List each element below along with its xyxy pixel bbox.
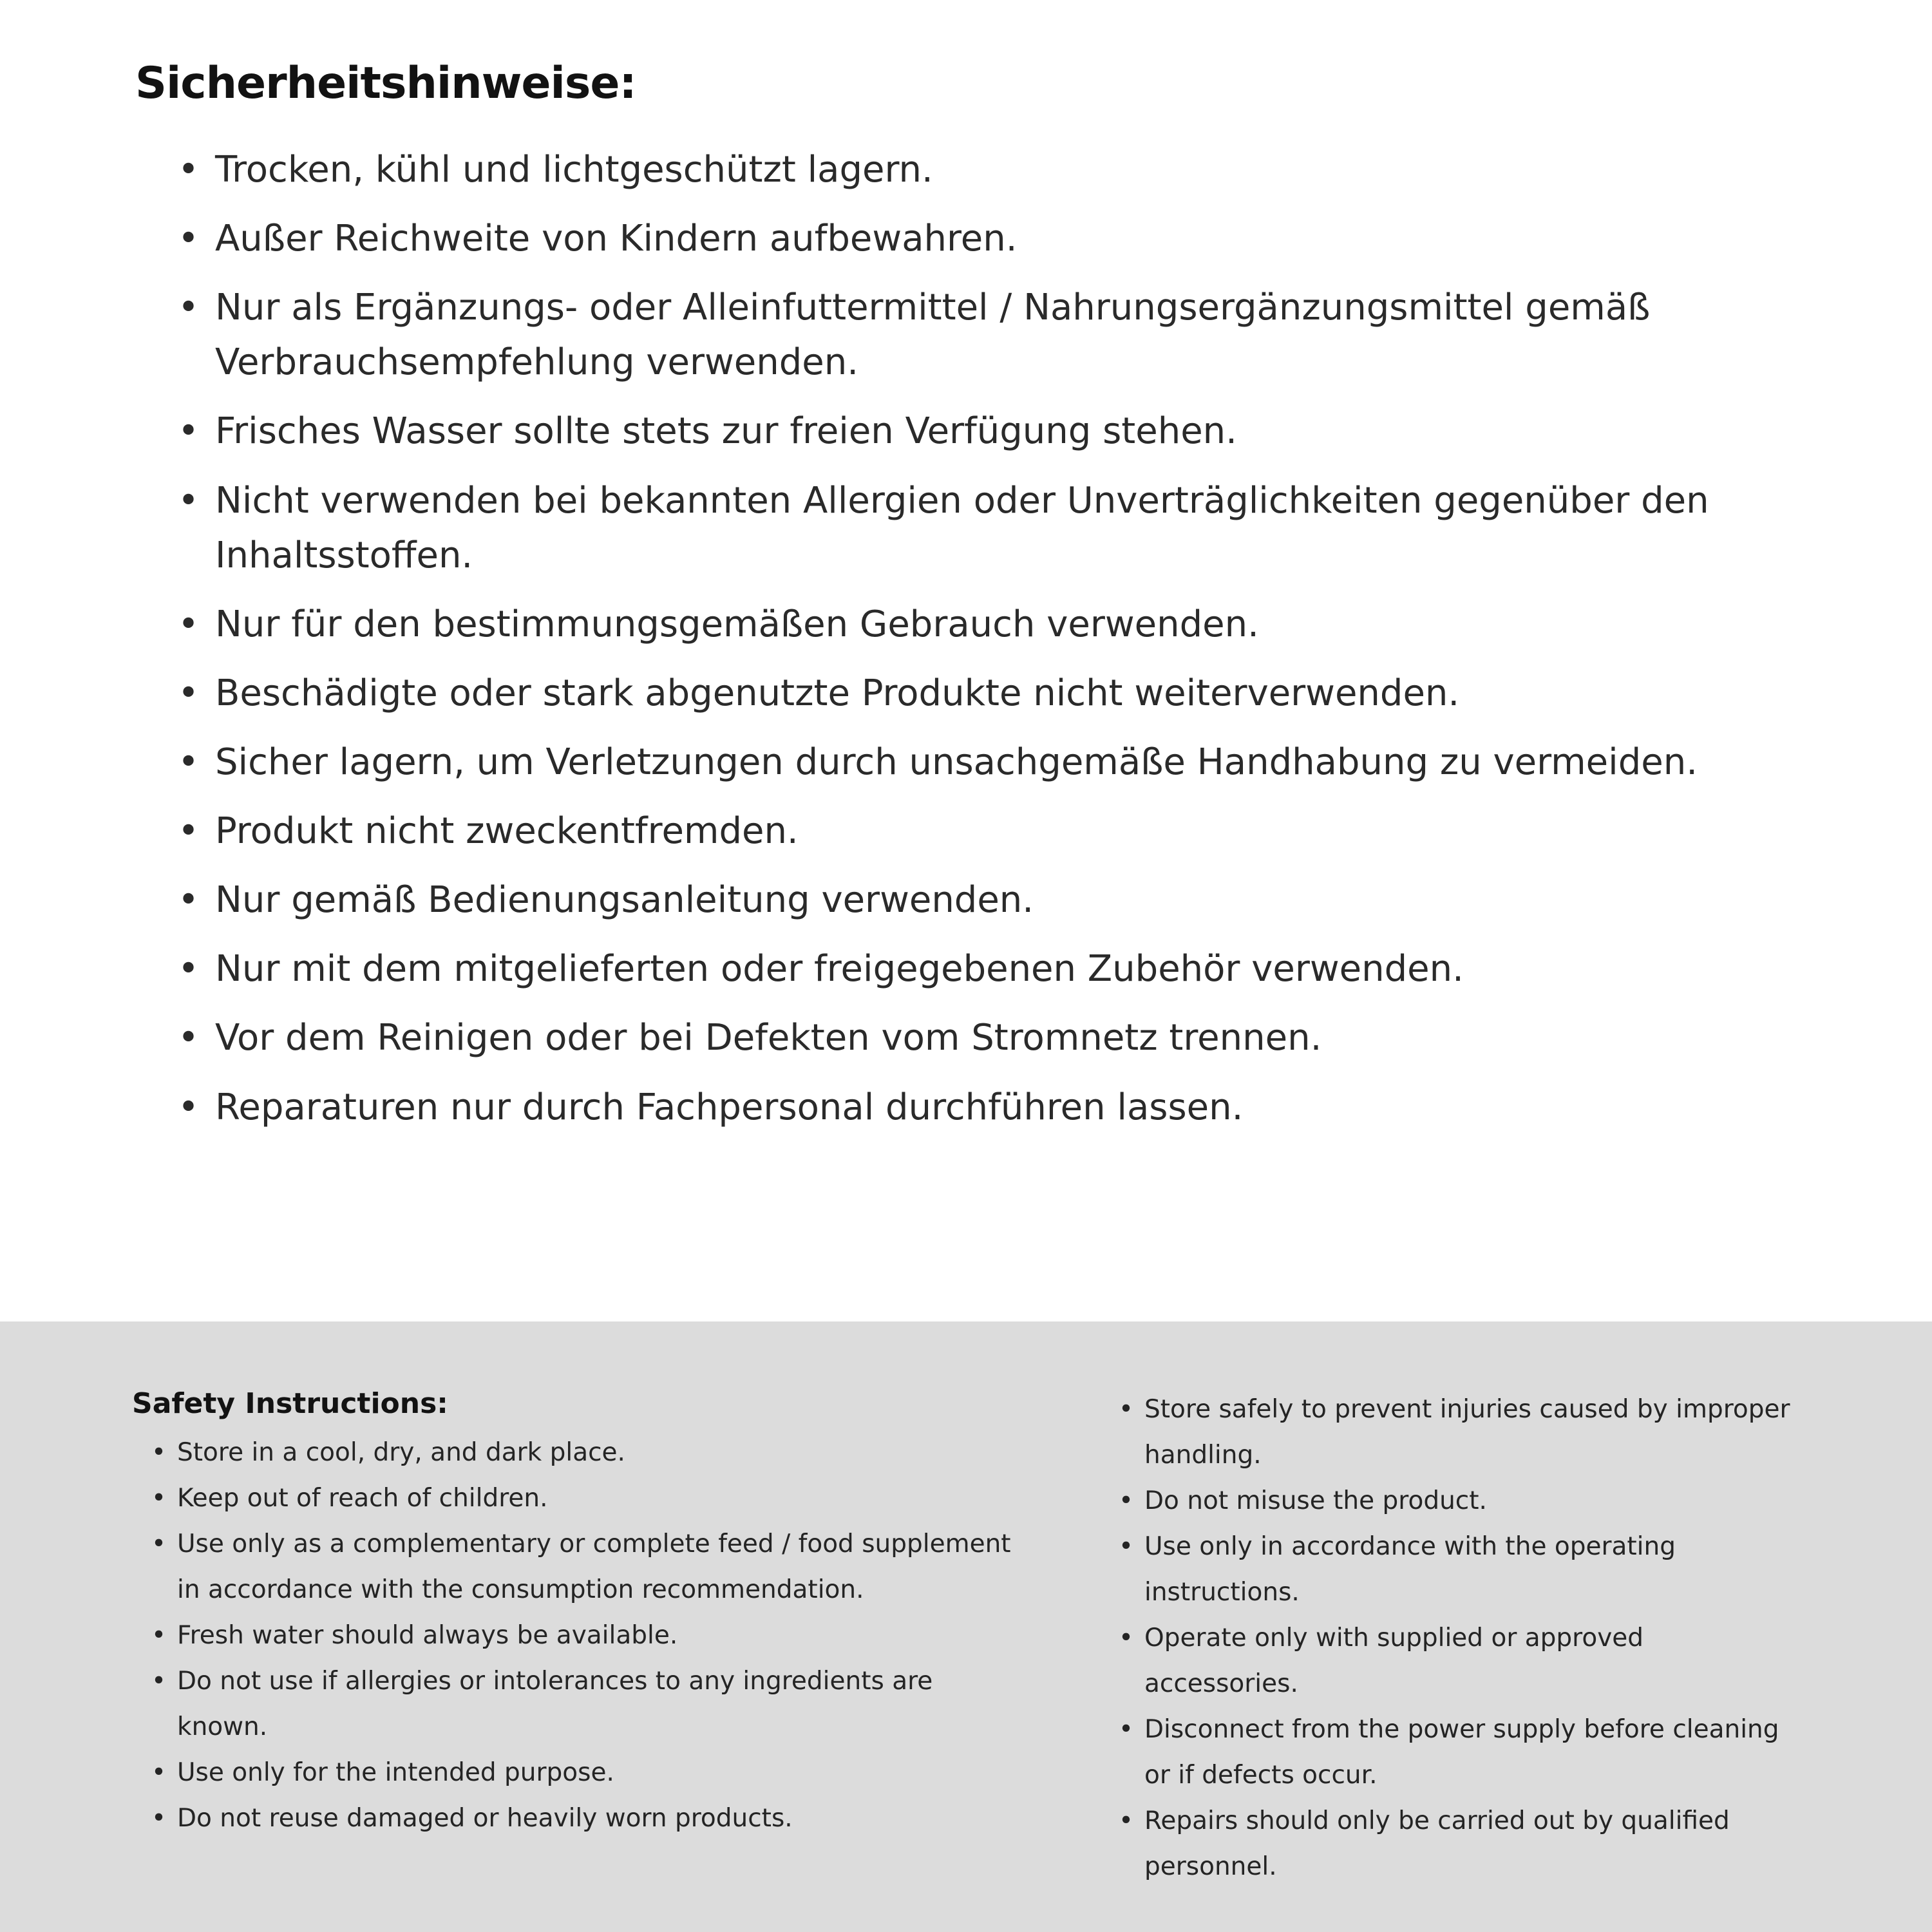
list-item: • Nur als Ergänzungs- oder Alleinfuttermittel / Nahrungsergänzungsmittel gemäß Verbrauchsempfehlung verwenden. — [174, 280, 1816, 390]
english-section — [0, 1321, 1932, 1932]
english-left-list — [132, 1430, 1027, 1842]
list-item: • Fresh water should always be available. — [150, 1613, 1027, 1659]
list-item: • Nur mit dem mitgelieferten oder freigegebenen Zubehör verwenden. — [174, 942, 1816, 996]
list-item: • Do not misuse the product. — [1117, 1479, 1803, 1524]
list-item: • Beschädigte oder stark abgenutzte Produkte nicht weiterverwenden. — [174, 666, 1816, 721]
list-item: • Use only for the intended purpose. — [150, 1750, 1027, 1796]
list-item: • Disconnect from the power supply before cleaning or if defects occur. — [1117, 1707, 1803, 1799]
list-item: • Produkt nicht zweckentfremden. — [174, 804, 1816, 858]
list-item: • Do not use if allergies or intolerances to any ingredients are known. — [150, 1659, 1027, 1750]
list-item: • Nur für den bestimmungsgemäßen Gebrauch verwenden. — [174, 597, 1816, 652]
list-item: • Trocken, kühl und lichtgeschützt lagern. — [174, 142, 1816, 197]
list-item: • Store safely to prevent injuries caused by improper handling. — [1117, 1387, 1803, 1479]
english-section-title: Safety Instructions: — [132, 1387, 448, 1420]
german-section-title: Sicherheitshinweise: — [135, 58, 636, 109]
list-item: • Keep out of reach of children. — [150, 1476, 1027, 1522]
list-item: • Frisches Wasser sollte stets zur freien Verfügung stehen. — [174, 404, 1816, 459]
list-item: • Use only as a complementary or complete feed / food supplement in accordance with the consumption recommendation. — [150, 1522, 1027, 1613]
list-item: • Nur gemäß Bedienungsanleitung verwenden. — [174, 873, 1816, 927]
list-item: • Nicht verwenden bei bekannten Allergien oder Unverträglichkeiten gegenüber den Inhaltsstoffen. — [174, 473, 1816, 583]
english-right-column — [1117, 1387, 1803, 1890]
list-item: • Sicher lagern, um Verletzungen durch unsachgemäße Handhabung zu vermeiden. — [174, 735, 1816, 790]
list-item: • Do not reuse damaged or heavily worn products. — [150, 1796, 1027, 1842]
english-right-list — [1117, 1387, 1803, 1890]
english-left-column — [132, 1387, 1027, 1842]
list-item: • Reparaturen nur durch Fachpersonal durchführen lassen. — [174, 1080, 1816, 1135]
list-item: • Vor dem Reinigen oder bei Defekten vom Stromnetz trennen. — [174, 1010, 1816, 1065]
list-item: • Store in a cool, dry, and dark place. — [150, 1430, 1027, 1476]
list-item: • Operate only with supplied or approved accessories. — [1117, 1616, 1803, 1707]
list-item: • Repairs should only be carried out by qualified personnel. — [1117, 1799, 1803, 1890]
list-item: • Außer Reichweite von Kindern aufbewahren. — [174, 211, 1816, 266]
list-item: • Use only in accordance with the operating instructions. — [1117, 1524, 1803, 1616]
german-instructions-list — [135, 142, 1816, 1135]
